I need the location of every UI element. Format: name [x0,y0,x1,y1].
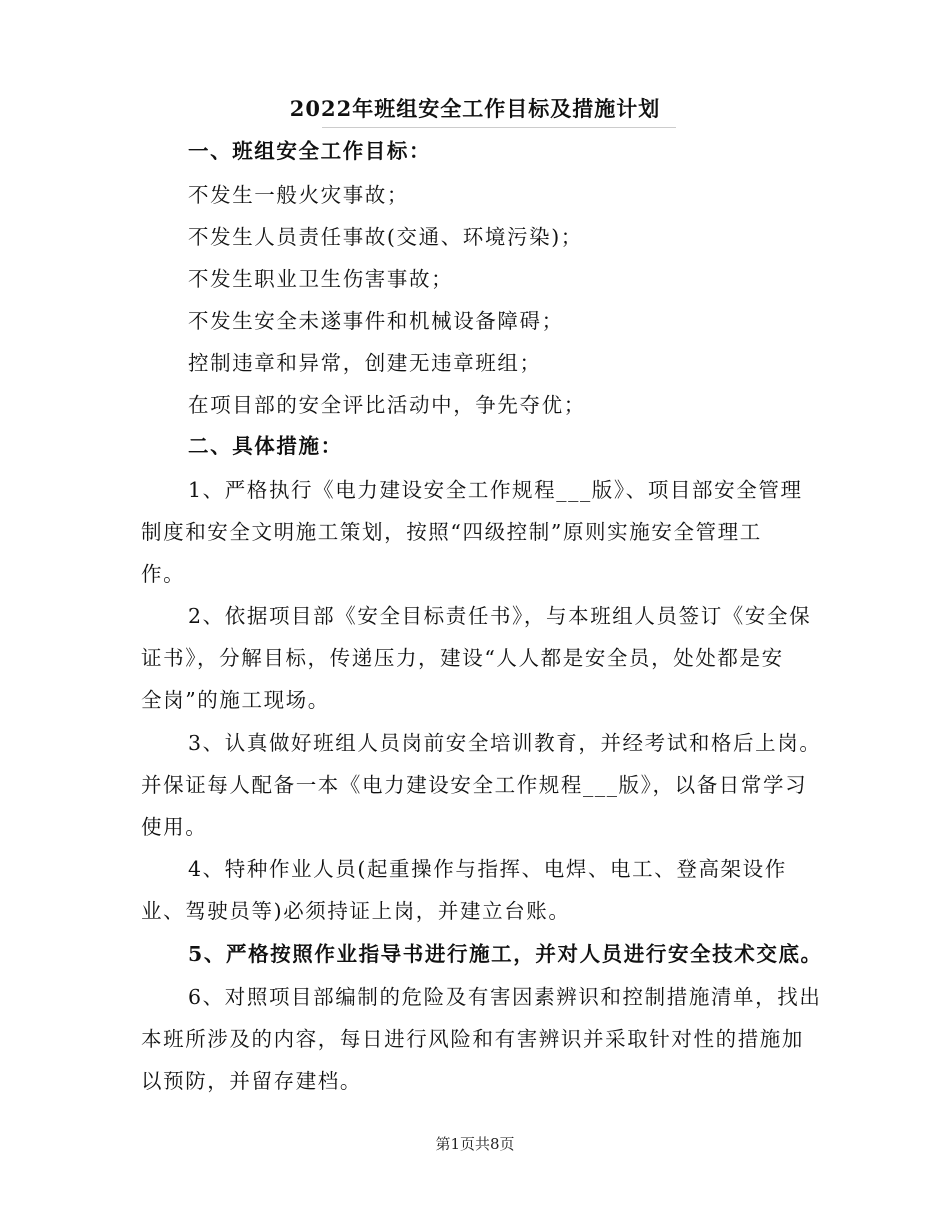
measure-line: 作。 [141,562,186,586]
title-underline [322,127,676,128]
measure-line: 业、驾驶员等)必须持证上岗，并建立台账。 [141,899,571,923]
measure-line: 证书》，分解目标，传递压力，建设“人人都是安全员，处处都是安 [141,646,784,670]
page-footer: 第1页共8页 [435,1135,515,1153]
goal-item: 不发生一般火灾事故； [188,183,409,207]
document-title: 2022年班组安全工作目标及措施计划 [289,96,661,121]
section-heading-measures: 二、具体措施： [188,434,343,458]
measure-line: 3、认真做好班组人员岗前安全培训教育，并经考试和格后上岗。 [188,731,822,755]
measure-line: 2、依据项目部《安全目标责任书》，与本班组人员签订《安全保 [188,604,812,628]
goal-item: 不发生安全未遂事件和机械设备障碍； [188,309,564,333]
goal-item: 控制违章和异常，创建无违章班组； [188,351,542,375]
measure-line-bold: 5、严格按照作业指导书进行施工，并对人员进行安全技术交底。 [188,942,823,966]
goal-item: 在项目部的安全评比活动中，争先夺优； [188,393,586,417]
goal-item: 不发生职业卫生伤害事故； [188,267,454,291]
measure-line: 1、严格执行《电力建设安全工作规程___版》、项目部安全管理 [188,478,803,502]
measure-line: 本班所涉及的内容，每日进行风险和有害辨识并采取针对性的措施加 [141,1027,804,1051]
measure-line: 使用。 [141,815,208,839]
goal-item: 不发生人员责任事故(交通、环境污染)； [188,225,583,249]
measure-line: 以预防，并留存建档。 [141,1069,362,1093]
measure-line: 制度和安全文明施工策划，按照“四级控制”原则实施安全管理工 [141,520,762,544]
measure-line: 6、对照项目部编制的危险及有害因素辨识和控制措施清单，找出 [188,985,822,1009]
section-heading-goals: 一、班组安全工作目标： [188,139,432,163]
measure-line: 全岗”的施工现场。 [141,688,330,712]
measure-line: 4、特种作业人员(起重操作与指挥、电焊、电工、登高架设作 [188,857,787,881]
measure-line: 并保证每人配备一本《电力建设安全工作规程___版》，以备日常学习 [141,773,808,797]
